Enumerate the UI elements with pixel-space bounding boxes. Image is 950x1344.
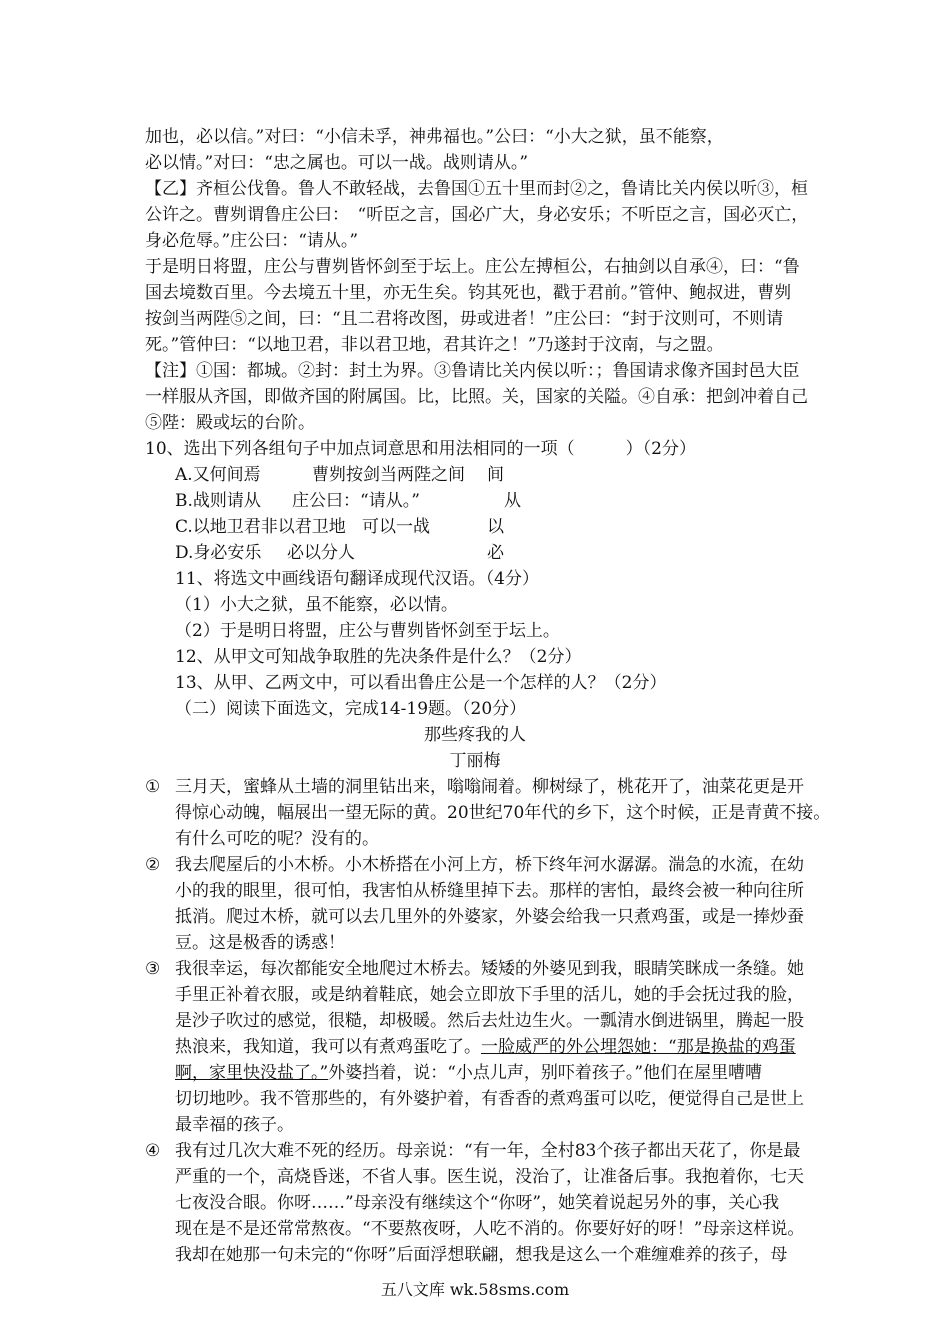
notes-line: 【注】①国：都城。②封：封土为界。③鲁请比关内侯以听：；鲁国请求像齐国封邑大臣 — [145, 361, 800, 381]
q10-option-a: A.又何间焉 — [175, 465, 261, 485]
paragraph-1-line: 得惊心动魄，幅展出一望无际的黄。20世纪70年代的乡下，这个时候，正是青黄不接。 — [175, 803, 831, 823]
passage-yi-line: 国去境数百里。今去境五十里，亦无生矣。钧其死也，戳于君前。”管仲、鲍叔进，曹刿 — [145, 283, 792, 303]
q10-option-c-word: 以 — [487, 517, 504, 537]
paragraph-2-line: 豆。这是极香的诱惑！ — [175, 933, 345, 953]
q10-option-b-word: 从 — [504, 491, 521, 511]
paragraph-2-line: 小的我的眼里，很可怕，我害怕从桥缝里掉下去。那样的害怕，最终会被一种向往所 — [175, 881, 804, 901]
question-10-stem: 10、选出下列各组句子中加点词意思和用法相同的一项（ ）（2分） — [145, 439, 696, 459]
paragraph-number: ④ — [145, 1141, 161, 1161]
q10-option-a-pair: 曹刿按剑当两陛之间 — [312, 465, 465, 485]
notes-line: ⑤陛：殿或坛的台阶。 — [145, 413, 315, 433]
q10-option-c-pair: 可以一战 — [362, 517, 430, 537]
paragraph-4-line: 七夜没合眼。你呀……”母亲没有继续这个“你呀”，她笑着说起另外的事，关心我 — [175, 1193, 780, 1213]
underlined-sentence: 啊，家里快没盐了。” — [175, 1063, 329, 1083]
q10-option-d-word: 必 — [487, 543, 504, 563]
q10-option-c: C.以地卫君非以君卫地 — [175, 517, 346, 537]
question-11-item: （2）于是明日将盟，庄公与曹刿皆怀剑至于坛上。 — [175, 621, 560, 641]
q10-option-d: D.身必安乐 — [175, 543, 262, 563]
passage-yi-line: 于是明日将盟，庄公与曹刿皆怀剑至于坛上。庄公左搏桓公，右抽剑以自承④，曰：“鲁 — [145, 257, 800, 277]
paragraph-4-line: 严重的一个，高烧昏迷，不省人事。医生说，没治了，让准备后事。我抱着你，七天 — [175, 1167, 804, 1187]
paragraph-4-line: 我有过几次大难不死的经历。母亲说：“有一年，全村83个孩子都出天花了，你是最 — [175, 1141, 801, 1161]
paragraph-3-line-mixed — [175, 1034, 796, 1060]
paragraph-1-line: 有什么可吃的呢？没有的。 — [175, 829, 379, 849]
section-2-heading: （二）阅读下面选文，完成14-19题。（20分） — [175, 699, 527, 719]
passage-jia-line: 必以情。”对曰：“忠之属也。可以一战。战则请从。” — [145, 153, 529, 173]
paragraph-3-text: 热浪来，我知道，我可以有煮鸡蛋吃了。 — [175, 1037, 481, 1057]
question-11-item: （1）小大之狱，虽不能察，必以情。 — [175, 595, 458, 615]
notes-line: 一样服从齐国，即做齐国的附属国。比，比照。关，国家的关隘。④自承：把剑冲着自己 — [145, 387, 808, 407]
passage-jia-line: 加也，必以信。”对曰：“小信未孚，神弗福也。”公曰：“小大之狱，虽不能察， — [145, 127, 724, 147]
passage-yi-line: 按剑当两陛⑤之间，曰：“且二君将改图，毋或进者！”庄公曰：“封于汶则可，不则请 — [145, 309, 784, 329]
paragraph-3-line: 手里正补着衣服，或是纳着鞋底，她会立即放下手里的活儿，她的手会抚过我的脸， — [175, 985, 804, 1005]
paragraph-3-line: 我很幸运，每次都能安全地爬过木桥去。矮矮的外婆见到我，眼睛笑眯成一条缝。她 — [175, 959, 804, 979]
question-12: 12、从甲文可知战争取胜的先决条件是什么？（2分） — [175, 647, 582, 667]
paragraph-3-line-mixed — [175, 1060, 762, 1086]
passage-yi-line: 身必危辱。”庄公曰：“请从。” — [145, 231, 359, 251]
q10-option-b: B.战则请从 — [175, 491, 261, 511]
article-author: 丁丽梅 — [449, 751, 501, 771]
paragraph-3-line: 切切地吵。我不管那些的，有外婆护着，有香香的煮鸡蛋可以吃，便觉得自己是世上 — [175, 1089, 804, 1109]
question-11-stem: 11、将选文中画线语句翻译成现代汉语。（4分） — [175, 569, 539, 589]
footer-watermark: 五八文库 wk.58sms.com — [380, 1280, 570, 1299]
paragraph-2-line: 抵消。爬过木桥，就可以去几里外的外婆家，外婆会给我一只煮鸡蛋，或是一捧炒蚕 — [175, 907, 804, 927]
q10-option-b-pair: 庄公曰：“请从。” — [292, 491, 420, 511]
q10-option-d-pair: 必以分人 — [287, 543, 355, 563]
paragraph-1-line: 三月天，蜜蜂从土墙的洞里钻出来，嗡嗡闹着。柳树绿了，桃花开了，油菜花更是开 — [175, 777, 804, 797]
paragraph-3-text: 外婆挡着，说：“小点儿声，别吓着孩子。”他们在屋里嘈嘈 — [328, 1063, 763, 1083]
paragraph-3-line: 最幸福的孩子。 — [175, 1115, 294, 1135]
paragraph-number: ① — [145, 777, 161, 797]
passage-yi-line: 公许之。曹刿谓鲁庄公曰： “听臣之言，国必广大，身必安乐；不听臣之言，国必灭亡， — [145, 205, 809, 225]
underlined-sentence: 一脸威严的外公埋怨她：“那是换盐的鸡蛋 — [481, 1037, 796, 1057]
q10-option-a-word: 间 — [487, 465, 504, 485]
paragraph-4-line: 现在是不是还常常熬夜。“不要熬夜呀，人吃不消的。你要好好的呀！”母亲这样说。 — [175, 1219, 805, 1239]
question-13: 13、从甲、乙两文中，可以看出鲁庄公是一个怎样的人？（2分） — [175, 673, 667, 693]
passage-yi-line: 死。”管仲曰：“以地卫君，非以君卫地，君其许之！”乃遂封于汶南，与之盟。 — [145, 335, 724, 355]
paragraph-3-line: 是沙子吹过的感觉，很糙，却极暖。然后去灶边生火。一瓢清水倒进锅里，腾起一股 — [175, 1011, 804, 1031]
paragraph-number: ③ — [145, 959, 161, 979]
paragraph-2-line: 我去爬屋后的小木桥。小木桥搭在小河上方，桥下终年河水潺潺。湍急的水流，在幼 — [175, 855, 804, 875]
paragraph-number: ② — [145, 855, 161, 875]
paragraph-4-line: 我却在她那一句未完的“你呀”后面浮想联翩，想我是这么一个难缠难养的孩子，母 — [175, 1245, 788, 1265]
passage-yi-line: 【乙】齐桓公伐鲁。鲁人不敢轻战，去鲁国①五十里而封②之，鲁请比关内侯以听③，桓 — [145, 179, 808, 199]
article-title: 那些疼我的人 — [424, 725, 526, 745]
